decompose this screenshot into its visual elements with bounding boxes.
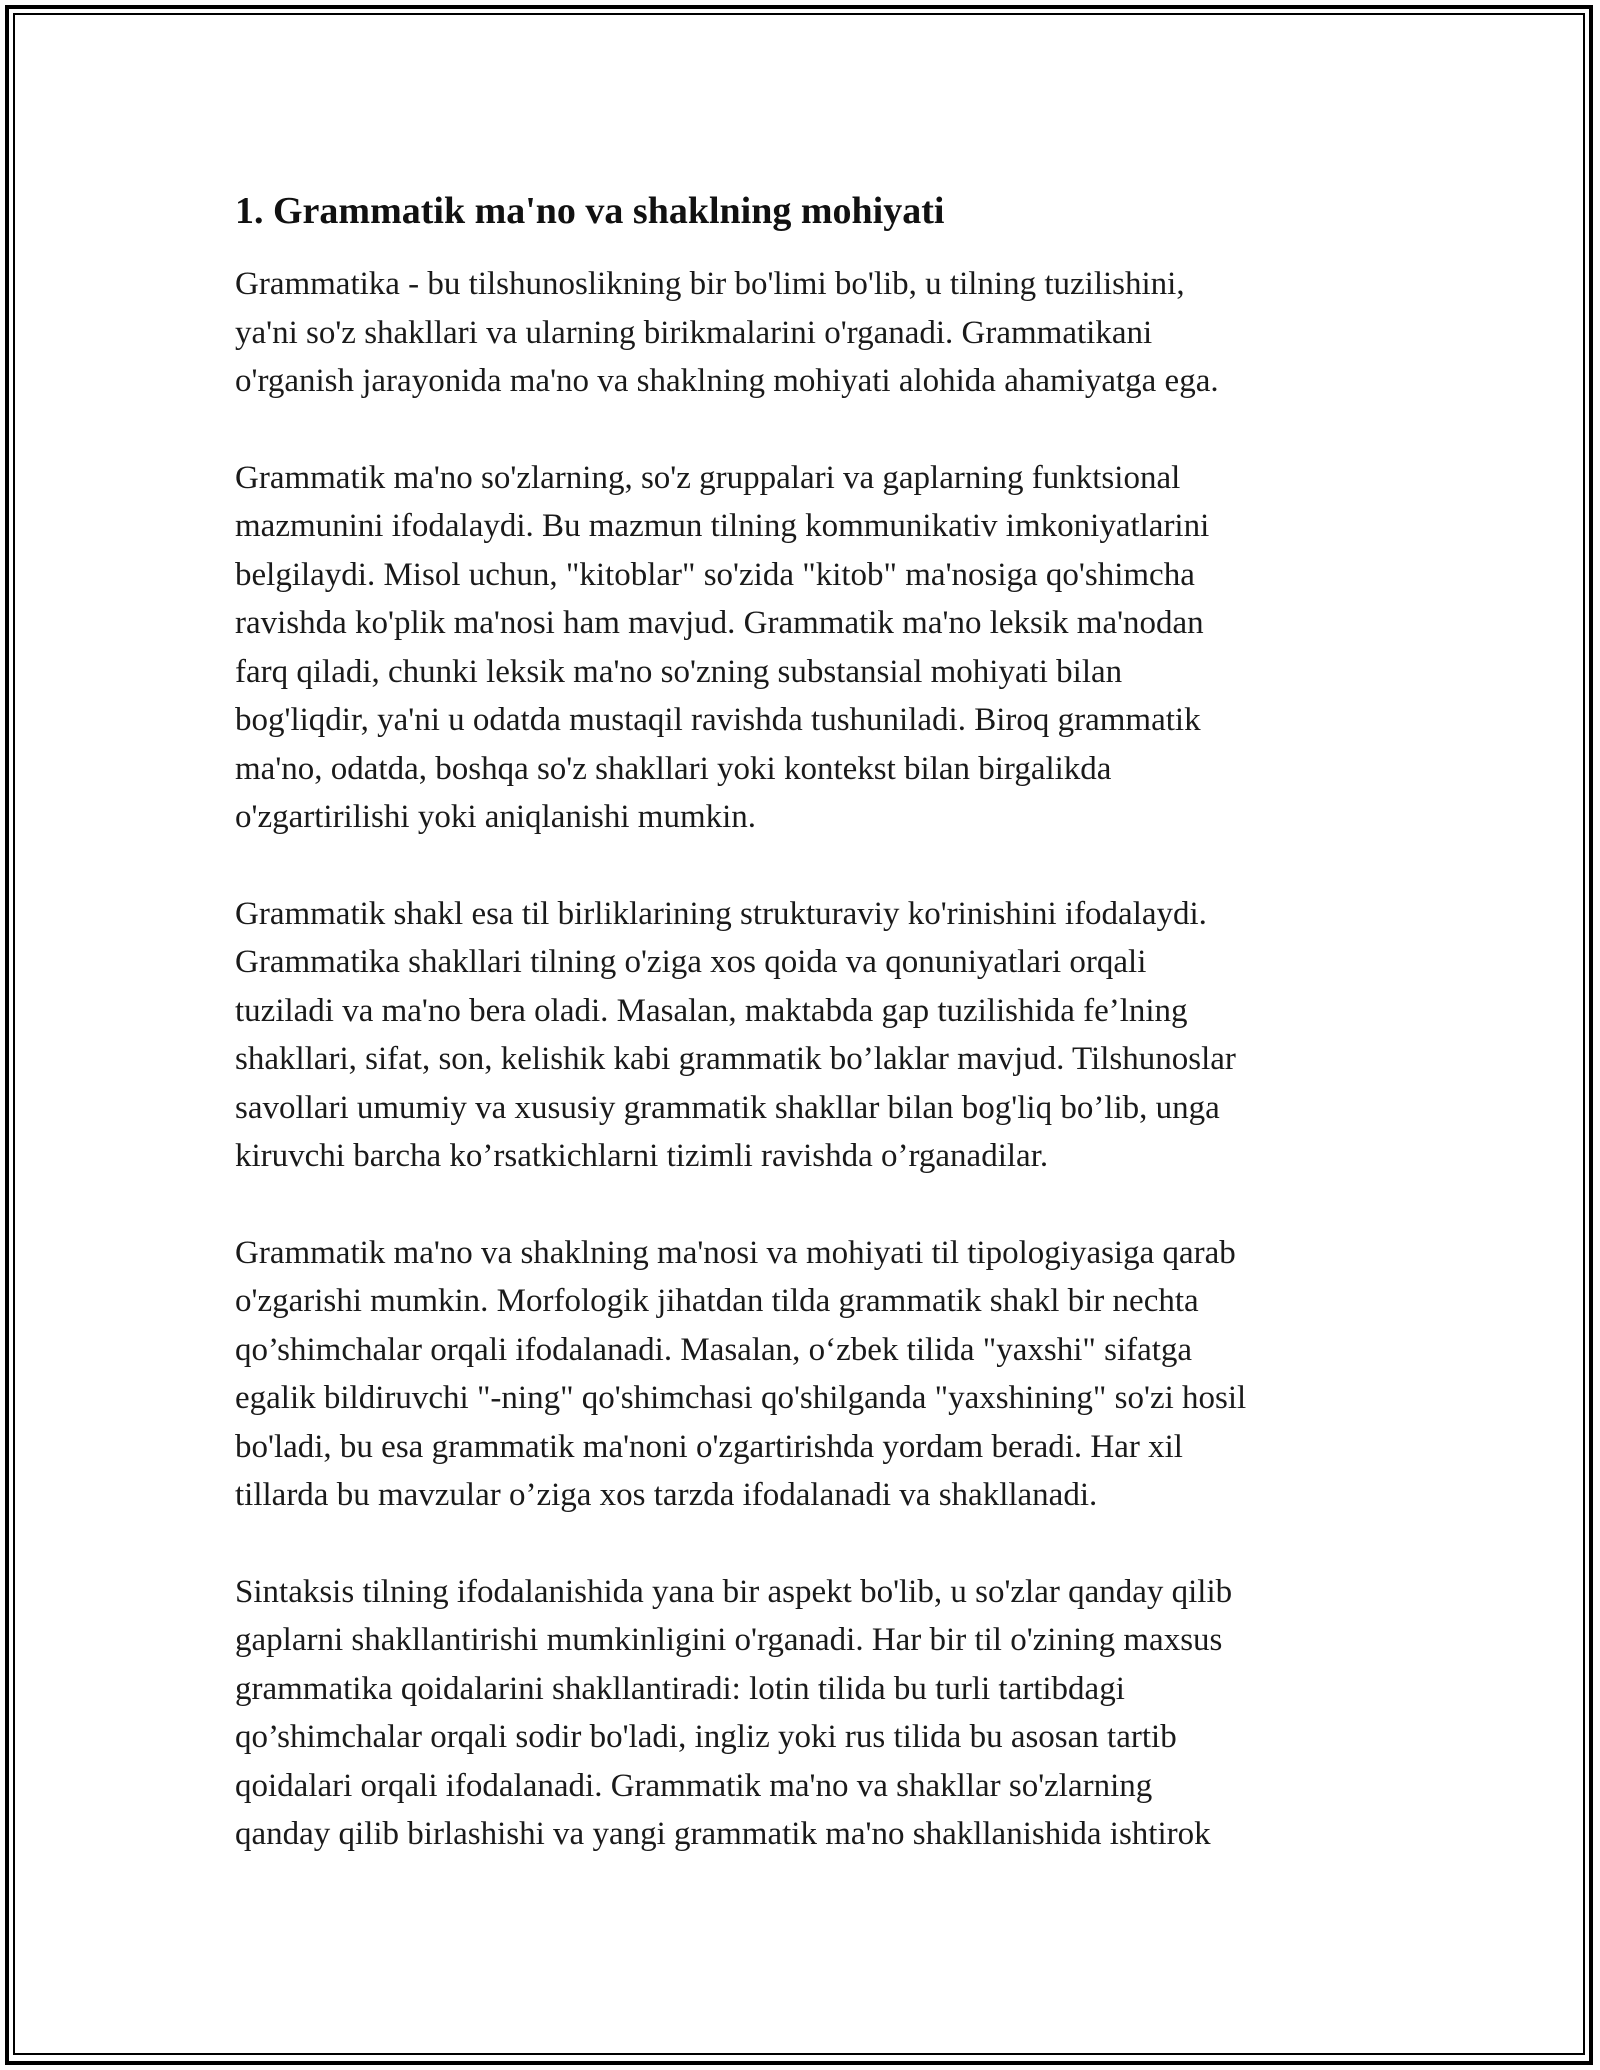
paragraph-grammatik-mano: Grammatik ma'no so'zlarning, so'z gruppalari va gaplarning funktsional mazmunini ifodalaydi. Bu mazmun tilning kommunikativ imkoniyatlarini belgilaydi. Misol uchun, "kitoblar" so'zida "kitob" ma'nosiga qo'shimcha ravishda ko'plik ma'nosi ham mavjud. Grammatik ma'no leksik ma'nodan farq qiladi, chunki leksik ma'no so'zning substansial mohiyati bilan bog'liqdir, ya'ni u odatda mustaqil ravishda tushuniladi. Biroq grammatik ma'no, odatda, boshqa so'z shakllari yoki kontekst bilan birgalikda o'zgartirilishi yoki aniqlanishi mumkin.: [235, 459, 1210, 835]
paragraph-sintaksis: Sintaksis tilning ifodalanishida yana bir aspekt bo'lib, u so'zlar qanday qilib gaplarni shakllantirishi mumkinligini o'rganadi. Har bir til o'zining maxsus grammatika qoidalarini shakllantiradi: lotin tilida bu turli tartibdagi qo’shimchalar orqali sodir bo'ladi, ingliz yoki rus tilida bu asosan tartib qoidalari orqali ifodalanadi. Grammatik ma'no va shakllar so'zlarning qanday qilib birlashishi va yangi grammatik ma'no shakllanishida ishtirok: [235, 1573, 1233, 1852]
paragraph-tipologiya: Grammatik ma'no va shaklning ma'nosi va mohiyati til tipologiyasiga qarab o'zgarishi mumkin. Morfologik jihatdan tilda grammatik shakl bir nechta qo’shimchalar orqali ifodalanadi. Masalan, o‘zbek tilida "yaxshi" sifatga egalik bildiruvchi "-ning" qo'shimchasi qo'shilganda "yaxshining" so'zi hosil bo'ladi, bu esa grammatik ma'noni o'zgartirishda yordam beradi. Har xil tillarda bu mavzular o’ziga xos tarzda ifodalanadi va shakllanadi.: [235, 1234, 1247, 1513]
paragraph-grammatik-shakl: Grammatik shakl esa til birliklarining strukturaviy ko'rinishini ifodalaydi. Grammatika shakllari tilning o'ziga xos qoida va qonuniyatlari orqali tuziladi va ma'no bera oladi. Masalan, maktabda gap tuzilishida fe’lning shakllari, sifat, son, kelishik kabi grammatik bo’laklar mavjud. Tilshunoslar savollari umumiy va xususiy grammatik shakllar bilan bog'liq bo’lib, unga kiruvchi barcha ko’rsatkichlarni tizimli ravishda o’rganadilar.: [235, 895, 1236, 1174]
document-body: [235, 186, 1375, 1907]
section-heading: 1. Grammatik ma'no va shaklning mohiyati: [235, 190, 945, 232]
paragraph-grammatika-intro: Grammatika - bu tilshunoslikning bir bo'limi bo'lib, u tilning tuzilishini, ya'ni so'z shakllari va ularning birikmalarini o'rganadi. Grammatikani o'rganish jarayonida ma'no va shaklning mohiyati alohida ahamiyatga ega.: [235, 266, 1219, 399]
